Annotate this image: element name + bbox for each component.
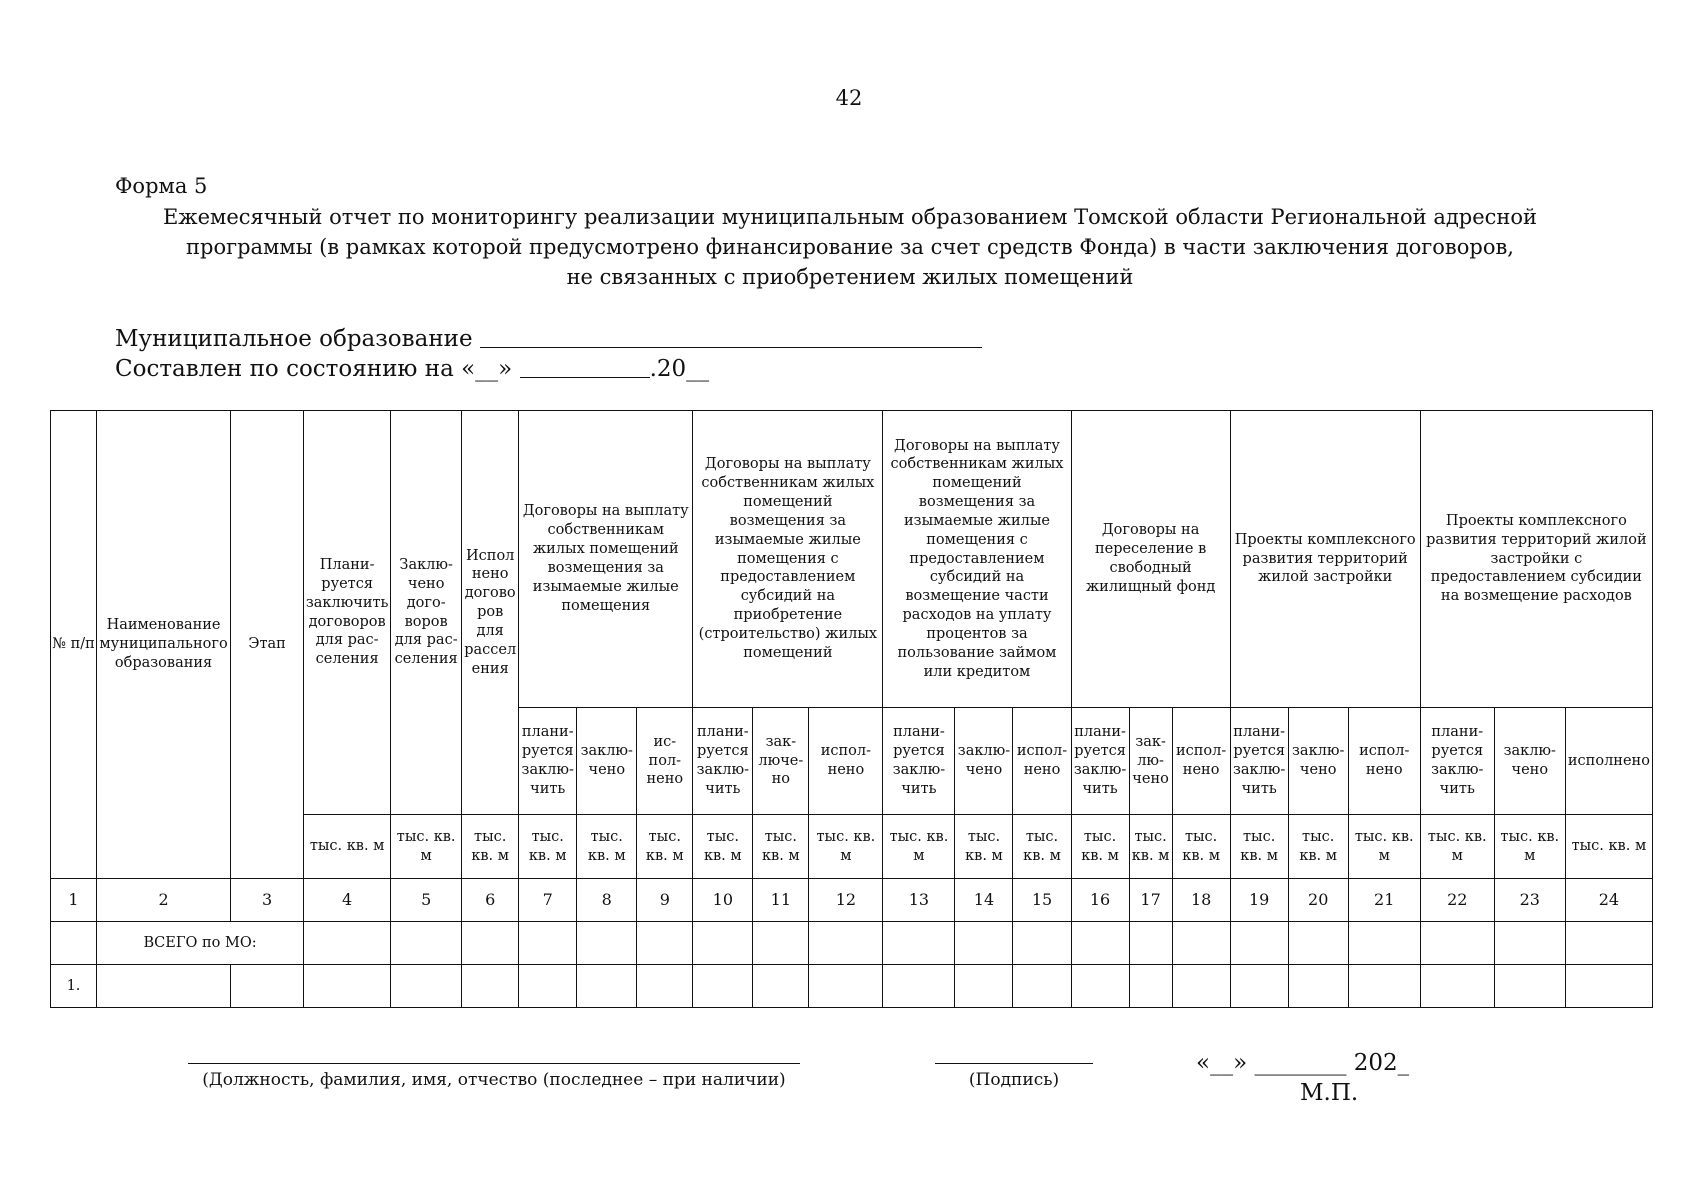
data-cell[interactable]: [753, 965, 809, 1008]
column-number: 2: [97, 879, 231, 922]
title-line-2: программы (в рамках которой предусмотрено финансирование за счет средств Фонда) в части заключения договоров,: [186, 235, 1514, 259]
column-number: 22: [1420, 879, 1494, 922]
column-number-row: [51, 879, 1653, 922]
municipality-label: Муниципальное образование: [115, 326, 473, 352]
data-cell[interactable]: [304, 965, 391, 1008]
data-cell[interactable]: [1565, 922, 1652, 965]
data-cell[interactable]: [1013, 922, 1071, 965]
data-cell[interactable]: [97, 965, 231, 1008]
data-cell[interactable]: [231, 965, 304, 1008]
data-cell[interactable]: [462, 922, 519, 965]
column-number: 7: [519, 879, 577, 922]
column-number: 21: [1348, 879, 1420, 922]
header-stage: Этап: [231, 411, 304, 879]
subheader-cell: плани-руется заклю-чить: [1420, 708, 1494, 815]
column-number: 12: [809, 879, 883, 922]
signature-line[interactable]: [935, 1063, 1093, 1064]
header-group-free-housing: Договоры на переселение в свободный жилищный фонд: [1071, 411, 1230, 708]
column-number: 8: [577, 879, 637, 922]
column-number: 17: [1129, 879, 1172, 922]
subheader-cell: заклю-чено: [955, 708, 1013, 815]
data-cell[interactable]: [1230, 965, 1288, 1008]
as-of-date-line: [115, 356, 709, 382]
data-cell[interactable]: [1348, 922, 1420, 965]
unit-cell: тыс. кв. м: [637, 815, 693, 879]
header-group-complex-development: Проекты комплексного развития территорий жилой застройки: [1230, 411, 1420, 708]
municipality-line: [115, 326, 982, 352]
unit-cell: тыс. кв. м: [1172, 815, 1230, 879]
report-table: [50, 410, 1653, 1008]
data-cell[interactable]: [1288, 965, 1348, 1008]
unit-cell: тыс. кв. м: [577, 815, 637, 879]
data-cell[interactable]: [1172, 922, 1230, 965]
column-number: 18: [1172, 879, 1230, 922]
data-cell[interactable]: [462, 965, 519, 1008]
column-number: 23: [1494, 879, 1565, 922]
unit-cell: тыс. кв. м: [955, 815, 1013, 879]
as-of-date-prefix: Составлен по состоянию на «__»: [115, 356, 513, 382]
unit-cell: тыс. кв. м: [304, 815, 391, 879]
data-cell[interactable]: [1071, 965, 1129, 1008]
subheader-cell: зак-люче-но: [753, 708, 809, 815]
stamp-label: М.П.: [1300, 1080, 1359, 1106]
as-of-date-field[interactable]: [520, 357, 650, 378]
data-cell[interactable]: [883, 965, 955, 1008]
data-cell[interactable]: [1420, 922, 1494, 965]
subheader-cell: зак-лю-чено: [1129, 708, 1172, 815]
data-cell[interactable]: [883, 922, 955, 965]
data-cell[interactable]: [577, 965, 637, 1008]
subheader-cell: ис-пол-нено: [637, 708, 693, 815]
header-group-complex-development-subsidy: Проекты комплексного развития территорий жилой застройки с предоставлением субсидии на возмещение расходов: [1420, 411, 1652, 708]
header-planned-contracts: Плани-руется заключить договоров для рас-селения: [304, 411, 391, 815]
data-cell[interactable]: [1348, 965, 1420, 1008]
unit-cell: тыс. кв. м: [883, 815, 955, 879]
row-number: 1.: [51, 965, 97, 1008]
unit-cell: тыс. кв. м: [1420, 815, 1494, 879]
column-number: 11: [753, 879, 809, 922]
header-executed-contracts: Испол нено догово ров для рассел ения: [462, 411, 519, 815]
data-cell[interactable]: [1013, 965, 1071, 1008]
column-number: 3: [231, 879, 304, 922]
column-number: 6: [462, 879, 519, 922]
header-num: № п/п: [51, 411, 97, 879]
as-of-date-suffix: .20__: [649, 356, 710, 382]
data-cell[interactable]: [637, 965, 693, 1008]
subheader-cell: испол-нено: [809, 708, 883, 815]
column-number: 14: [955, 879, 1013, 922]
data-cell[interactable]: [519, 922, 577, 965]
data-cell[interactable]: [1494, 922, 1565, 965]
column-number: 24: [1565, 879, 1652, 922]
data-cell[interactable]: [1230, 922, 1288, 965]
data-cell[interactable]: [753, 922, 809, 965]
unit-cell: тыс. кв. м: [1071, 815, 1129, 879]
title-line-1: Ежемесячный отчет по мониторингу реализации муниципальным образованием Томской области Региональной адресной: [162, 205, 1538, 229]
data-cell[interactable]: [955, 965, 1013, 1008]
data-cell[interactable]: [637, 922, 693, 965]
unit-cell: тыс. кв. м: [1288, 815, 1348, 879]
unit-cell: тыс. кв. м: [693, 815, 753, 879]
subheader-cell: испол-нено: [1348, 708, 1420, 815]
data-cell[interactable]: [1129, 965, 1172, 1008]
data-cell[interactable]: [1172, 965, 1230, 1008]
subheader-cell: испол-нено: [1013, 708, 1071, 815]
subheader-cell: плани-руется заклю-чить: [1071, 708, 1129, 815]
data-cell[interactable]: [391, 922, 462, 965]
column-number: 5: [391, 879, 462, 922]
data-cell[interactable]: [1494, 965, 1565, 1008]
data-cell[interactable]: [577, 922, 637, 965]
column-number: 9: [637, 879, 693, 922]
total-row-num-cell[interactable]: [51, 922, 97, 965]
header-municipality-name: Наименование муниципального образования: [97, 411, 231, 879]
form-label: Форма 5: [115, 174, 208, 198]
data-cell[interactable]: [693, 922, 753, 965]
column-number: 19: [1230, 879, 1288, 922]
data-cell[interactable]: [809, 922, 883, 965]
column-number: 10: [693, 879, 753, 922]
subheader-cell: плани-руется заклю-чить: [519, 708, 577, 815]
subheader-cell: плани-руется заклю-чить: [693, 708, 753, 815]
subheader-cell: испол-нено: [1172, 708, 1230, 815]
total-row: [51, 922, 1653, 965]
unit-cell: тыс. кв. м: [1129, 815, 1172, 879]
unit-cell: тыс. кв. м: [1230, 815, 1288, 879]
unit-cell: тыс. кв. м: [1565, 815, 1652, 879]
report-title: [110, 202, 1590, 292]
unit-cell: тыс. кв. м: [519, 815, 577, 879]
unit-cell: тыс. кв. м: [1013, 815, 1071, 879]
position-name-caption: (Должность, фамилия, имя, отчество (последнее – при наличии): [202, 1070, 786, 1090]
total-row-label: ВСЕГО по МО:: [97, 922, 304, 965]
page-number: 42: [835, 86, 863, 110]
column-number: 13: [883, 879, 955, 922]
unit-cell: тыс. кв. м: [462, 815, 519, 879]
data-cell[interactable]: [1129, 922, 1172, 965]
subheader-cell: плани-руется заклю-чить: [883, 708, 955, 815]
header-group-compensation-subsidy-interest: Договоры на выплату собственникам жилых помещений возмещения за изымаемые жилые помещения с предоставлением субсидий на возмещение части расходов на уплату процентов за пользование займом или кредитом: [883, 411, 1071, 708]
data-cell[interactable]: [809, 965, 883, 1008]
subheader-cell: исполнено: [1565, 708, 1652, 815]
column-number: 4: [304, 879, 391, 922]
unit-cell: тыс. кв. м: [391, 815, 462, 879]
subheader-cell: заклю-чено: [1494, 708, 1565, 815]
title-line-3: не связанных с приобретением жилых помещений: [566, 265, 1134, 289]
data-cell[interactable]: [1420, 965, 1494, 1008]
data-cell[interactable]: [693, 965, 753, 1008]
column-number: 16: [1071, 879, 1129, 922]
subheader-cell: заклю-чено: [577, 708, 637, 815]
subheader-cell: заклю-чено: [1288, 708, 1348, 815]
data-row: [51, 965, 1653, 1008]
data-cell[interactable]: [955, 922, 1013, 965]
data-cell[interactable]: [1071, 922, 1129, 965]
column-number: 1: [51, 879, 97, 922]
footer-date: «__» ________ 202_: [1196, 1050, 1410, 1076]
unit-cell: тыс. кв. м: [809, 815, 883, 879]
data-cell[interactable]: [1565, 965, 1652, 1008]
column-number: 20: [1288, 879, 1348, 922]
header-group-compensation: Договоры на выплату собственникам жилых помещений возмещения за изымаемые жилые помещения: [519, 411, 693, 708]
unit-cell: тыс. кв. м: [753, 815, 809, 879]
position-name-line[interactable]: [188, 1063, 800, 1064]
header-concluded-contracts: Заклю-чено дого-воров для рас-селения: [391, 411, 462, 815]
header-group-compensation-subsidy-purchase: Договоры на выплату собственникам жилых помещений возмещения за изымаемые жилые помещения с предоставлением субсидий на приобретение (строительство) жилых помещений: [693, 411, 883, 708]
header-row-groups: [51, 411, 1653, 708]
data-cell[interactable]: [1288, 922, 1348, 965]
municipality-field[interactable]: [480, 327, 982, 348]
column-number: 15: [1013, 879, 1071, 922]
data-cell[interactable]: [519, 965, 577, 1008]
subheader-cell: плани-руется заклю-чить: [1230, 708, 1288, 815]
unit-cell: тыс. кв. м: [1494, 815, 1565, 879]
data-cell[interactable]: [391, 965, 462, 1008]
signature-caption: (Подпись): [968, 1070, 1060, 1090]
unit-cell: тыс. кв. м: [1348, 815, 1420, 879]
data-cell[interactable]: [304, 922, 391, 965]
